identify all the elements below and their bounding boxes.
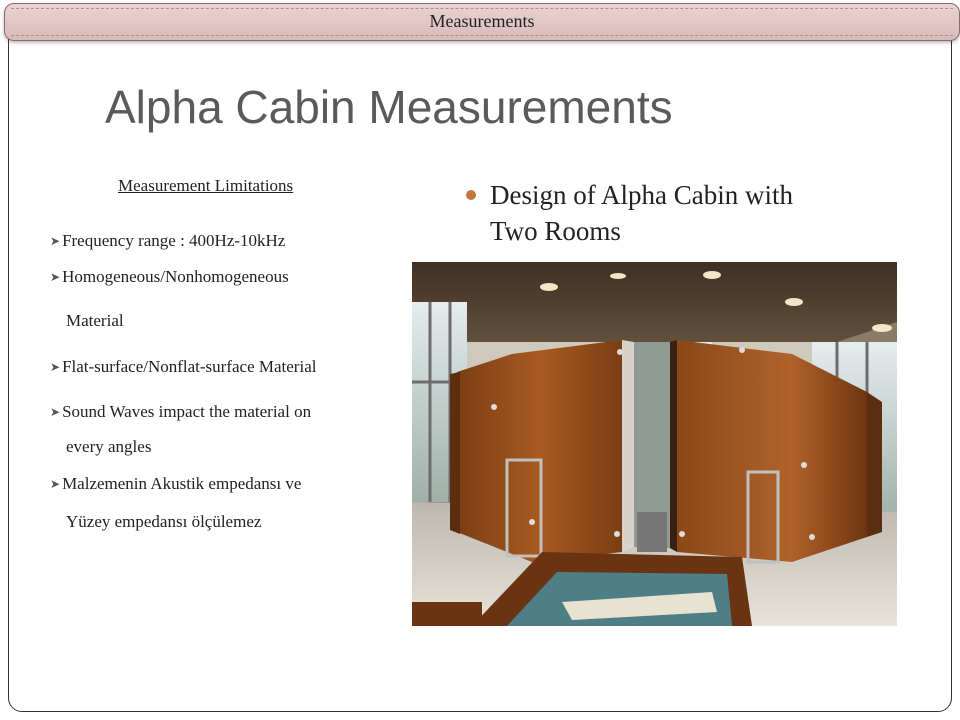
header-title: Measurements	[429, 11, 535, 31]
bullet-continuation: Yüzey empedansı ölçülemez	[66, 512, 262, 531]
arrow-bullet-icon: ➤	[50, 270, 61, 284]
list-item	[50, 402, 311, 422]
header-tab	[4, 3, 960, 41]
design-bullet-line-2: Two Rooms	[490, 216, 621, 246]
bullet-text: Frequency range : 400Hz-10kHz	[62, 231, 286, 250]
bullet-continuation: every angles	[66, 437, 152, 456]
list-item	[50, 231, 285, 251]
design-bullet	[490, 177, 890, 249]
list-item	[50, 267, 289, 287]
bullet-dot-icon	[466, 190, 476, 200]
list-item	[50, 357, 316, 377]
arrow-bullet-icon: ➤	[50, 405, 61, 419]
bullet-text: Malzemenin Akustik empedansı ve	[62, 474, 302, 493]
list-item	[50, 474, 301, 494]
design-bullet-line-1: Design of Alpha Cabin with	[490, 180, 793, 210]
arrow-bullet-icon: ➤	[50, 234, 61, 248]
bullet-text: Sound Waves impact the material on	[62, 402, 312, 421]
arrow-bullet-icon: ➤	[50, 477, 61, 491]
limitations-heading: Measurement Limitations	[118, 176, 294, 195]
bullet-text: Homogeneous/Nonhomogeneous	[62, 267, 289, 286]
cabin-photo	[412, 262, 897, 626]
arrow-bullet-icon: ➤	[50, 360, 61, 374]
bullet-continuation: Material	[66, 311, 124, 330]
bullet-text: Flat-surface/Nonflat-surface Material	[62, 357, 317, 376]
page-title: Alpha Cabin Measurements	[105, 81, 673, 133]
